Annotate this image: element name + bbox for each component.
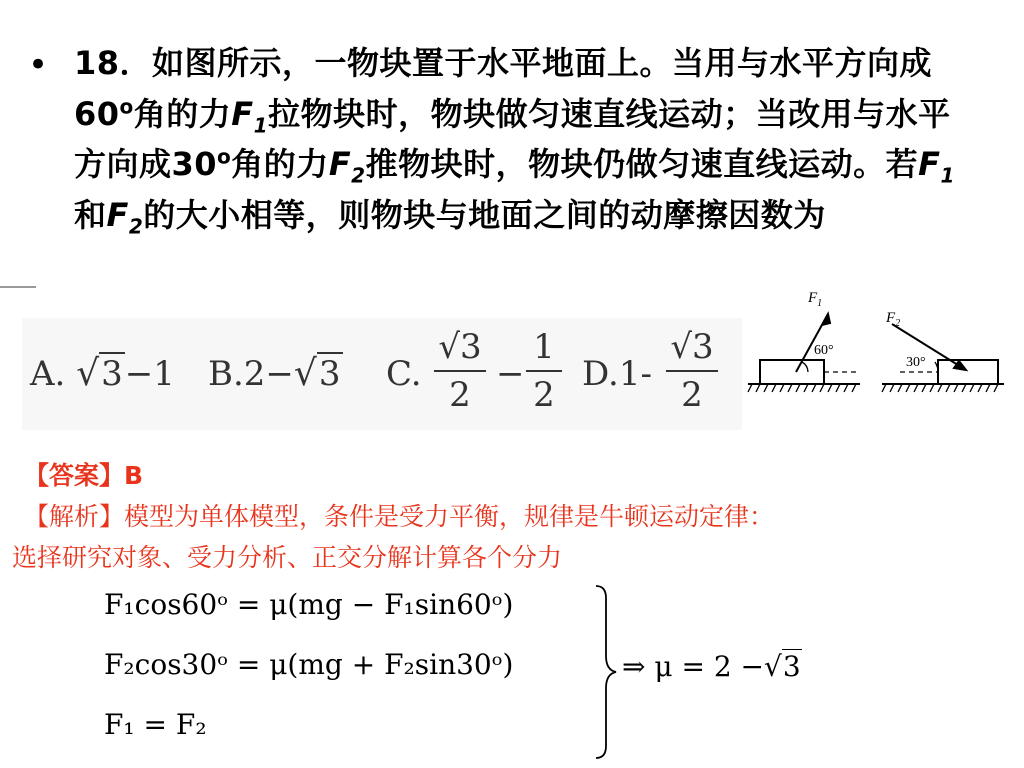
answer-options (22, 318, 742, 430)
question-seg: 角的力 (133, 94, 232, 133)
block (938, 360, 998, 384)
denominator: 2 (681, 375, 703, 415)
arrowhead-icon (822, 314, 830, 325)
sqrt-expression (76, 352, 125, 396)
fraction-bar (434, 370, 486, 372)
option-a-label: A. (30, 354, 66, 394)
question-seg: 角的力 (231, 145, 329, 183)
ground-hatch (748, 384, 856, 392)
arrowhead-icon (954, 361, 966, 370)
force-f1-subscript: 1 (940, 163, 955, 188)
question-seg: 推物块时，物块仍做匀速直线运动。若 (365, 145, 919, 183)
result-expression (622, 650, 802, 683)
degree-mark: o (119, 93, 134, 118)
denominator: 2 (533, 375, 555, 415)
angle-60: 60 (74, 94, 120, 133)
option-b-label: B.2− (208, 354, 294, 394)
force-f1-symbol: F (231, 94, 254, 133)
analysis-line-1 (24, 499, 774, 535)
force-f1-subscript: 1 (253, 112, 269, 137)
analysis-text-1: 模型为单体模型，条件是受力平衡，规律是牛顿运动定律： (124, 502, 775, 531)
force-f2-subscript: 2 (128, 213, 144, 238)
option-a-rest: −1 (124, 354, 175, 394)
question-seg: 如图所示，一物块置于水平地面上。当用与水平方向成 (152, 44, 933, 82)
option-d-label: D.1- (582, 354, 652, 394)
label-60-degrees: 60° (814, 343, 834, 358)
figure-pull-f1 (748, 314, 860, 392)
question-number: 18． (74, 44, 153, 82)
option-a (30, 352, 175, 396)
fraction-bar (526, 370, 562, 372)
radical-sign-icon: √ (293, 353, 317, 394)
answer-value: B (124, 461, 144, 490)
result-lhs: μ = 2 − (654, 650, 765, 683)
label-f1: $F_1$ (808, 290, 823, 309)
force-f2-symbol: F (106, 195, 129, 234)
degree-mark: o (217, 144, 232, 169)
radical-sign-icon: √ (764, 650, 782, 683)
question-text (74, 38, 974, 240)
option-c-label: C. (386, 354, 422, 394)
analysis-line-2: 选择研究对象、受力分析、正交分解计算各个分力 (12, 543, 563, 572)
edge-mark (0, 286, 36, 288)
figure-push-f2 (882, 324, 1004, 392)
block (760, 360, 824, 384)
ground-hatch (882, 384, 998, 392)
question-seg: 的大小相等，则物块与地面之间的动摩擦因数为 (143, 195, 826, 234)
denominator: 2 (449, 375, 471, 415)
analysis-label: 【解析】 (24, 502, 125, 531)
label-30-degrees: 30° (906, 355, 926, 370)
option-b (208, 352, 343, 396)
sqrt-expression (294, 352, 343, 396)
equation-2: F₂cos30ᵒ = μ(mg + F₂sin30ᵒ) (104, 648, 514, 681)
minus-sign: − (496, 354, 525, 394)
radical-sign-icon: √ (76, 353, 100, 394)
answer-label: 【答案】 (24, 461, 125, 490)
equation-1: F₁cos60ᵒ = μ(mg − F₁sin60ᵒ) (104, 588, 514, 621)
question-seg: 和 (74, 195, 107, 234)
radicand: 3 (782, 650, 801, 683)
angle-arc (802, 362, 808, 372)
force-arrow-f2 (892, 324, 966, 370)
fraction-sqrt3-over-2 (666, 326, 718, 416)
fraction-sqrt3-over-2 (434, 326, 486, 416)
fraction-bar (666, 370, 718, 372)
label-f2: $F_2$ (886, 310, 901, 329)
equation-system (96, 584, 856, 760)
numerator: √3 (438, 327, 482, 367)
implies-arrow-icon: ⇒ (622, 650, 646, 683)
force-diagrams (742, 284, 1012, 402)
fraction-1-over-2 (526, 326, 562, 416)
answer-line (24, 458, 143, 494)
angle-30: 30 (171, 145, 218, 183)
force-f2-symbol: F (328, 145, 352, 183)
numerator: √3 (670, 327, 714, 367)
equation-3: F₁ = F₂ (104, 708, 207, 741)
radicand: 3 (101, 354, 123, 394)
question-seg: 拉物块时，物块做匀速直线运动；当改用与水平方向成 (74, 94, 951, 183)
radicand: 3 (318, 354, 341, 394)
force-f2-subscript: 2 (351, 163, 366, 188)
bullet: • (28, 45, 49, 85)
numerator: 1 (533, 327, 555, 367)
force-f1-symbol: F (918, 145, 941, 183)
right-brace-icon (594, 584, 618, 760)
